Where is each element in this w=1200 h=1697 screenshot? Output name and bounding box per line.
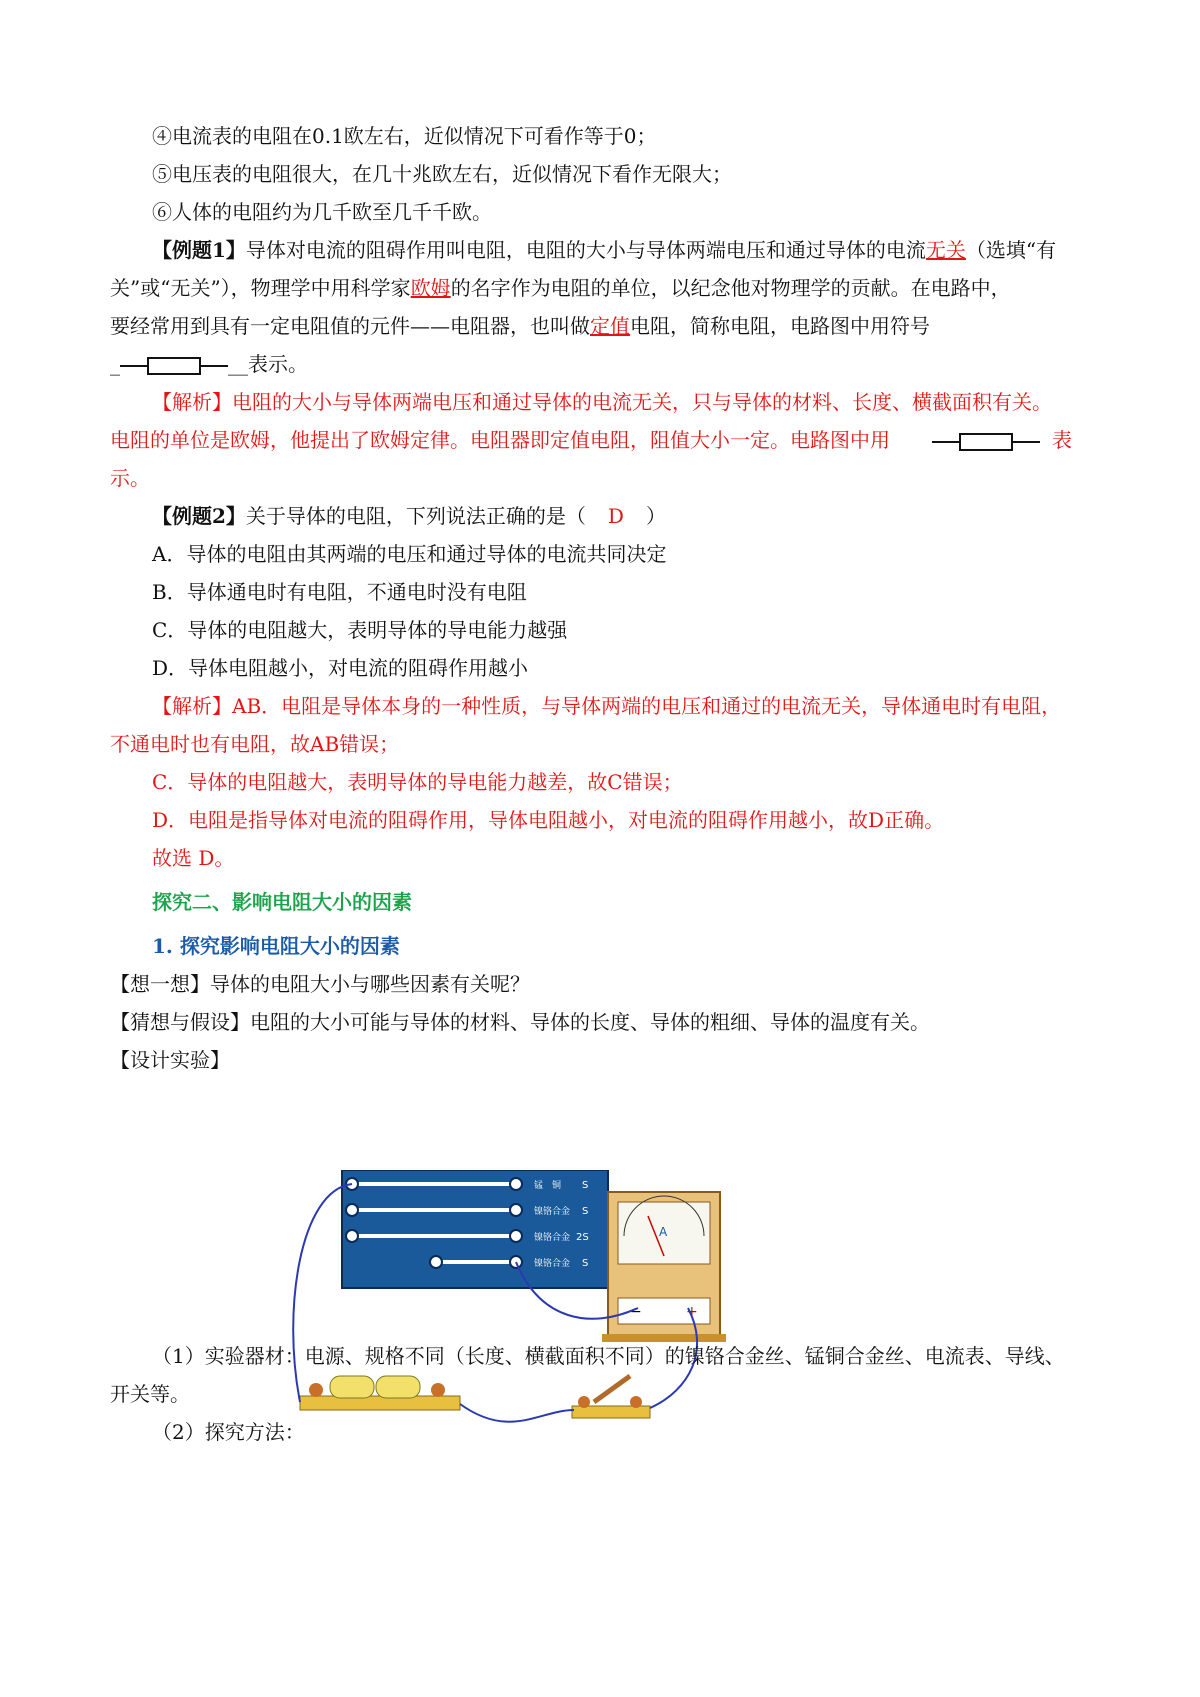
text-line: C．导体的电阻越大，表明导体的导电能力越差，故C错误； <box>152 770 683 794</box>
option-d: D．导体电阻越小，对电流的阻碍作用越小 <box>152 656 529 680</box>
text-line: ⑤电压表的电阻很大，在几十兆欧左右，近似情况下看作无限大； <box>152 162 732 186</box>
text-line <box>110 419 1100 461</box>
solution-tag: 【解析】 <box>152 390 232 414</box>
text-line: 示。 <box>110 466 150 490</box>
minus-terminal: − <box>630 1304 642 1320</box>
answer-blank: 欧姆 <box>410 276 451 300</box>
answer-blank: 无关 <box>925 238 966 262</box>
wire-size: S <box>582 1180 589 1191</box>
option-a: A．导体的电阻由其两端的电压和通过导体的电流共同决定 <box>152 542 667 566</box>
text-line: 故选 D。 <box>152 846 235 870</box>
example-1-line <box>152 229 1142 271</box>
text: __表示。 <box>228 352 308 376</box>
answer: D <box>607 504 624 528</box>
example-tag: 【例题1】 <box>152 238 246 262</box>
text: AB．电阻是导体本身的一种性质，与导体两端的电压和通过的电流无关，导体通电时有电阻， <box>232 694 1062 718</box>
text: ） <box>645 504 666 528</box>
text-line <box>110 267 1100 309</box>
text: 电阻的单位是欧姆，他提出了欧姆定律。电阻器即定值电阻，阻值大小一定。电路图中用 <box>110 428 890 452</box>
solution-2-line <box>152 685 1142 727</box>
solution-tag: 【解析】 <box>152 694 232 718</box>
wire-label: 镍铬合金 <box>534 1259 571 1269</box>
wire-label: 镍铬合金 <box>534 1207 571 1217</box>
text-line: （2）探究方法： <box>152 1420 305 1444</box>
text: 表 <box>1052 428 1072 452</box>
example-tag: 【例题2】 <box>152 504 246 528</box>
text-line: D．电阻是指导体对电流的阻碍作用，导体电阻越小，对电流的阻碍作用越小，故D正确。 <box>152 808 945 832</box>
text-line <box>110 343 1100 385</box>
text-line: ⑥人体的电阻约为几千欧至几千千欧。 <box>152 200 492 224</box>
text: （选填“有 <box>965 238 1057 262</box>
text: 导体对电流的阻碍作用叫电阻，电阻的大小与导体两端电压和通过导体的电流 <box>245 238 926 262</box>
text-line: 【想一想】导体的电阻大小与哪些因素有关呢？ <box>110 972 530 996</box>
text: 关于导体的电阻，下列说法正确的是（ <box>245 504 586 528</box>
meter-letter: A <box>659 1225 668 1239</box>
section-title: 探究二、影响电阻大小的因素 <box>152 890 412 914</box>
text-line: （1）实验器材：电源、规格不同（长度、横截面积不同）的镍铬合金丝、锰铜合金丝、电流表、导线、 <box>152 1344 1065 1368</box>
wire-size: S <box>582 1258 589 1269</box>
plus-terminal: + <box>686 1304 698 1320</box>
example-2-line <box>152 495 1142 537</box>
wire-label: 镍铬合金 <box>534 1233 571 1243</box>
wire-board <box>342 1170 608 1288</box>
solution-1-line <box>152 381 1142 423</box>
text-line: 【猜想与假设】电阻的大小可能与导体的材料、导体的长度、导体的粗细、导体的温度有关。 <box>110 1010 930 1034</box>
subsection-title: 1. 探究影响电阻大小的因素 <box>152 934 400 958</box>
text-line: 不通电时也有电阻，故AB错误； <box>110 732 400 756</box>
text: 关”或“无关”），物理学中用科学家 <box>110 276 411 300</box>
text: 的名字作为电阻的单位，以纪念他对物理学的贡献。在电路中， <box>450 276 1011 300</box>
answer-blank: 定值 <box>590 314 630 338</box>
ammeter-icon <box>602 1192 726 1342</box>
text-line <box>110 305 1100 347</box>
text: _ <box>110 352 120 376</box>
resistor-symbol-icon <box>120 354 228 378</box>
text-line: 开关等。 <box>110 1382 190 1406</box>
wire-label: 锰 铜 <box>534 1181 562 1191</box>
resistor-symbol-icon <box>932 430 1040 454</box>
wire-size: S <box>582 1206 589 1217</box>
text: 电阻的大小与导体两端电压和通过导体的电流无关，只与导体的材料、长度、横截面积有关。 <box>232 390 1052 414</box>
text: 电阻，简称电阻，电路图中用符号 <box>630 314 930 338</box>
option-b: B．导体通电时有电阻，不通电时没有电阻 <box>152 580 527 604</box>
text-line: ④电流表的电阻在0.1欧左右，近似情况下可看作等于0； <box>152 124 657 148</box>
text: 要经常用到具有一定电阻值的元件——电阻器，也叫做 <box>110 314 590 338</box>
option-c: C．导体的电阻越大，表明导体的导电能力越强 <box>152 618 568 642</box>
text-line: 【设计实验】 <box>110 1048 230 1072</box>
wire-size: 2S <box>576 1232 589 1243</box>
